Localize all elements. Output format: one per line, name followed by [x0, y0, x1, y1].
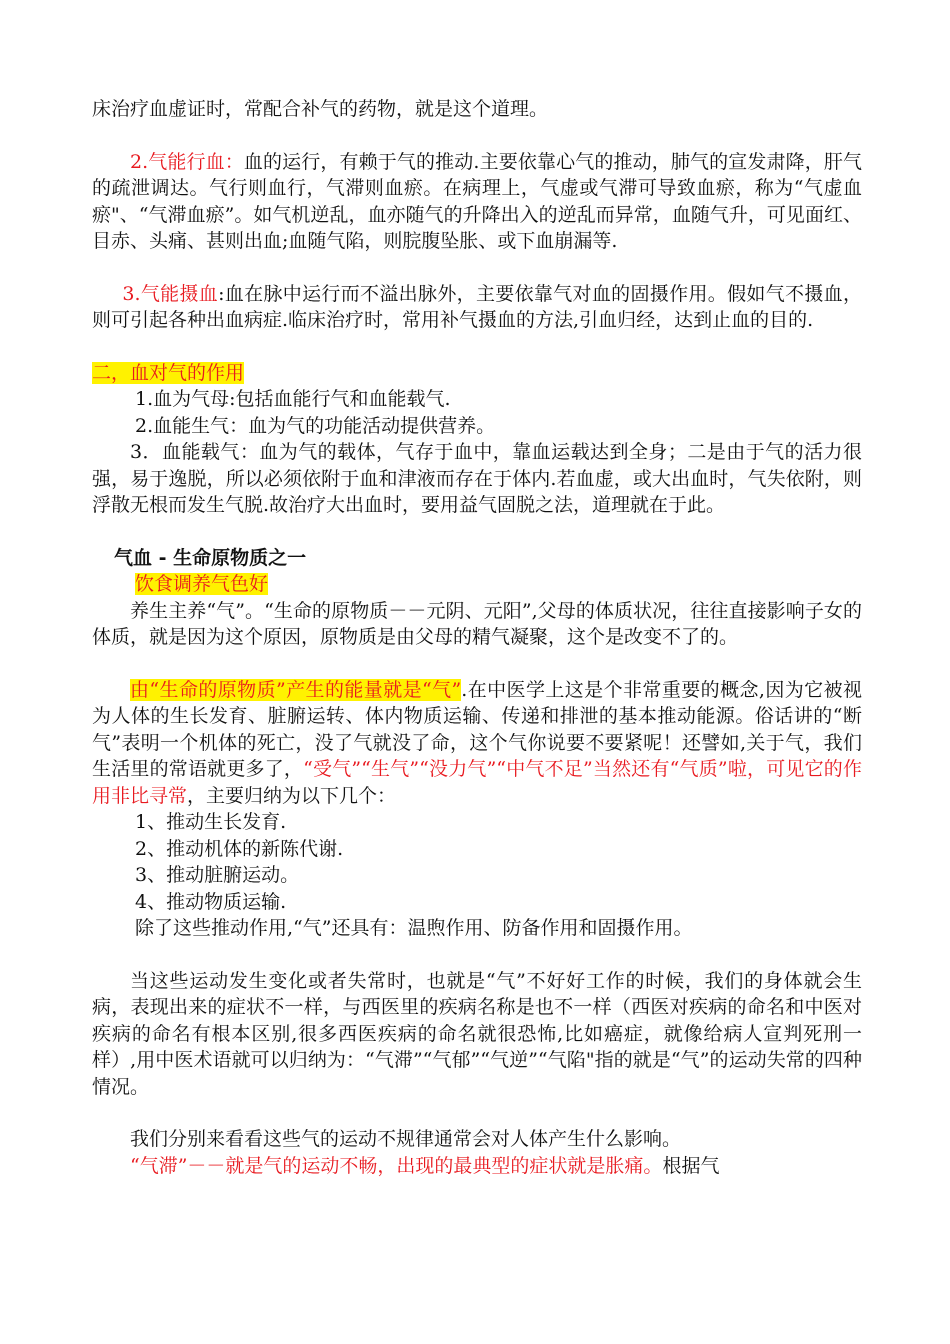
paragraph-effects: 我们分别来看看这些气的运动不规律通常会对人体产生什么影响。: [130, 1128, 682, 1150]
text-qi-moves-blood: 血的运行，有赖于气的推动.主要依靠心气的推动，肺气的宣发肃降，肝气的疏泄调达。气行则血行，气滞则血瘀。在病理上，气虚或气滞可导致血瘀，称为“气虚血瘀"、“气滞血瘀”。如气机逆乱，血亦随气的升降出入的逆乱而异常，血随气升，可见面红、目赤、头痛、甚则出血;血随气陷，则脘腹坠胀、或下血崩漏等.: [92, 150, 862, 252]
highlight-qi-stagnation: “气滞”－－就是气的运动不畅，出现的最典型的症状就是胀痛。: [130, 1154, 663, 1177]
paragraph-qi-energy: 由“生命的原物质”产生的能量就是“气”.在中医学上这是个非常重要的概念,因为它被视为人体的生长发育、脏腑运转、体内物质运输、传递和排泄的基本推动能源。俗话讲的“断气”表明一个机体的死亡，没了气就没了命，这个气你说要不要紧呢！还譬如,关于气，我们生活里的常语就更多了，“受气”“生气”“没力气”“中气不足”当然还有“气质”啦，可见它的作用非比寻常，主要归纳为以下几个：: [92, 678, 862, 807]
list-item-blood-3: 3．血能载气：血为气的载体，气存于血中，靠血运载达到全身；二是由于气的活力很强，易于逸脱，所以必须依附于血和津液而存在于体内.若血虚，或大出血时，气失依附，则浮散无根而发生气脱.故治疗大出血时，要用益气固脱之法，道理就在于此。: [92, 441, 862, 516]
list-item: 2、推动机体的新陈代谢.: [135, 837, 344, 860]
document-page: [92, 96, 862, 1179]
paragraph-qi-moves-blood: [92, 149, 862, 255]
list-item: 3、推动脏腑运动。: [135, 864, 300, 886]
paragraph-intro: 床治疗血虚证时，常配合补气的药物，就是这个道理。: [92, 98, 549, 120]
list-item: 1、推动生长发育.: [135, 811, 287, 833]
list-item: 4、推动物质运输.: [135, 890, 287, 913]
section-title-blood-on-qi: 二，血对气的作用: [92, 361, 245, 384]
paragraph-other-functions: 除了这些推动作用,“气”还具有：温煦作用、防备作用和固摄作用。: [135, 917, 693, 939]
highlight-qi-energy: 由“生命的原物质”产生的能量就是“气”: [130, 678, 462, 701]
heading-qi-blood: 气血 - 生命原物质之一: [114, 546, 307, 569]
list-item-blood-1: 1.血为气母:包括血能行气和血能载气.: [135, 388, 451, 410]
paragraph-yang-qi: 养生主养“气”。“生命的原物质－－元阴、元阳”,父母的体质状况，往往直接影响子女的体质，就是因为这个原因，原物质是由父母的精气凝聚，这个是改变不了的。: [92, 599, 862, 648]
label-qi-moves-blood: 2.气能行血：: [130, 150, 244, 173]
list-item-blood-2: 2.血能生气：血为气的功能活动提供营养。: [135, 414, 496, 437]
highlight-qi-phrases: “受气”“生气”“没力气”“中气不足”当然还有“气质”啦，可见它的作用非比寻常: [92, 758, 862, 807]
label-qi-holds-blood: 3.气能摄血: [122, 282, 219, 305]
paragraph-disorders: 当这些运动发生变化或者失常时，也就是“气”不好好工作的时候，我们的身体就会生病，表现出来的症状不一样，与西医里的疾病名称是也不一样（西医对疾病的命名和中医对疾病的命名有根本区别,很多西医疾病的命名就很恐怖,比如癌症，就像给病人宣判死刑一样）,用中医术语就可以归纳为：“气滞”“气郁”“气逆”“气陷"指的就是“气”的运动失常的四种情况。: [92, 969, 862, 1098]
subheading-diet: 饮食调养气色好: [135, 573, 269, 595]
paragraph-qi-stagnation: “气滞”－－就是气的运动不畅，出现的最典型的症状就是胀痛。根据气: [130, 1154, 720, 1177]
paragraph-qi-holds-blood: [92, 281, 862, 334]
text-qi-holds-blood: :血在脉中运行而不溢出脉外，主要依靠气对血的固摄作用。假如气不摄血，则可引起各种出血病症.临床治疗时，常用补气摄血的方法,引血归经，达到止血的目的.: [92, 282, 862, 331]
